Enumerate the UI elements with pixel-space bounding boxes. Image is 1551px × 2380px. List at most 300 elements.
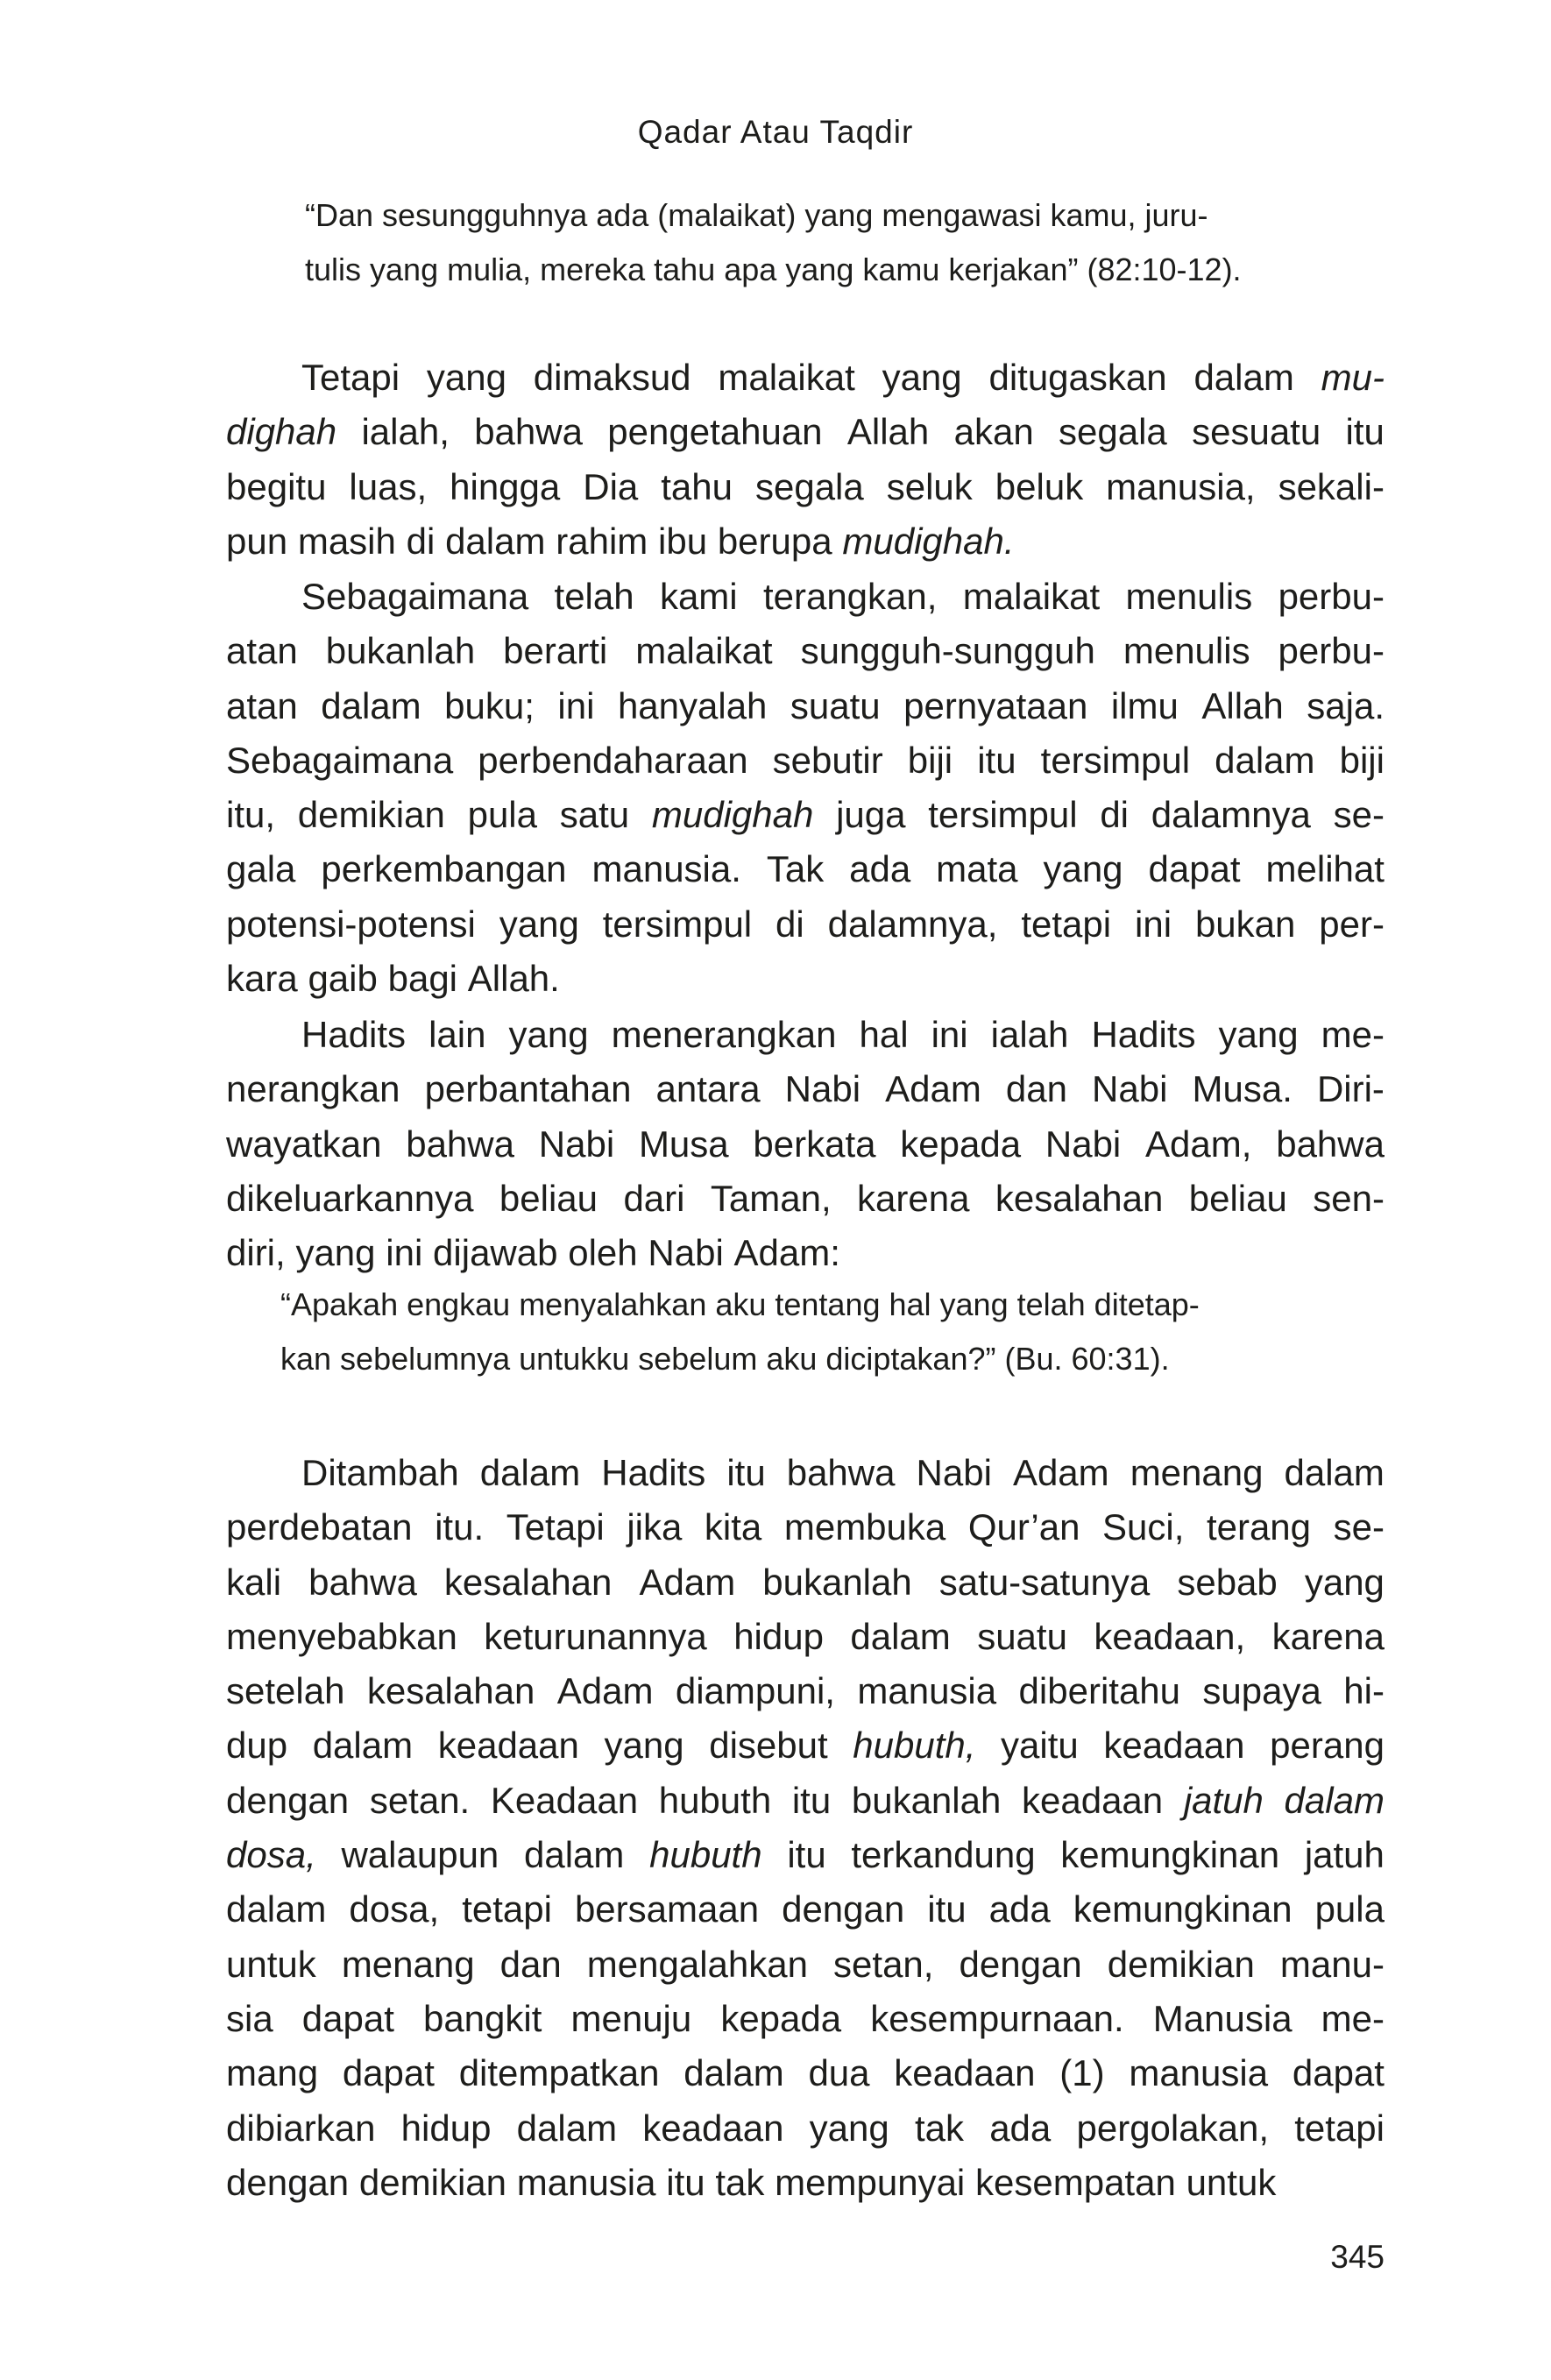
word: dalam: [479, 1452, 581, 1493]
word: oleh: [568, 1232, 638, 1274]
word: tahu: [661, 465, 733, 507]
paragraph-line: [226, 679, 1385, 733]
word: hanyalah: [617, 684, 768, 726]
word: keadaan: [437, 1725, 579, 1767]
word: Allah.: [467, 958, 560, 1000]
word: Qur’an: [967, 1506, 1080, 1548]
word: manusia: [857, 1670, 997, 1712]
word: menang: [1130, 1452, 1264, 1493]
paragraph-line: [226, 842, 1385, 896]
word: mudighah: [651, 794, 814, 836]
word: ada: [849, 848, 911, 890]
word: atan: [226, 684, 298, 726]
word: hi-: [1343, 1670, 1385, 1712]
word: pergolakan,: [1076, 2107, 1269, 2149]
word: Diri-: [1316, 1068, 1385, 1110]
paragraph-line: [226, 405, 1385, 459]
word: Hadits: [1091, 1014, 1196, 1055]
word: malaikat: [718, 357, 855, 398]
paragraph-line: [226, 1172, 1385, 1226]
word: dengan: [959, 1943, 1082, 1985]
word: dengan: [226, 1779, 350, 1821]
paragraph-line: [226, 624, 1385, 678]
word: dijawab: [433, 1232, 558, 1274]
paragraph-line: [226, 514, 1385, 569]
word: dosa,: [349, 1888, 440, 1930]
word: manusia: [516, 2161, 656, 2203]
paragraph-line: [226, 1774, 1385, 1828]
word: dengan: [226, 2161, 350, 2203]
word: sia: [226, 1997, 273, 2039]
word: dalam: [1284, 1452, 1385, 1493]
word: yang: [499, 903, 579, 945]
word: perbu-: [1278, 576, 1385, 617]
word: dalam: [683, 2052, 784, 2094]
paragraph-line: [226, 1718, 1385, 1773]
word: setan.: [369, 1779, 471, 1821]
word: pernyataan: [903, 684, 1088, 726]
word: biji: [907, 739, 953, 781]
word: bahwa: [1276, 1123, 1385, 1165]
word: untuk: [1186, 2161, 1277, 2203]
word: pula: [1314, 1888, 1385, 1930]
word: Sebagaimana: [226, 739, 454, 781]
word: dapat: [1148, 848, 1241, 890]
word: Ditambah: [301, 1452, 459, 1493]
word: tetapi: [1021, 903, 1112, 945]
word: Nabi: [1045, 1123, 1122, 1165]
word: dalam: [1284, 1779, 1385, 1821]
word: setelah: [226, 1670, 345, 1712]
page-number: 345: [1330, 2239, 1385, 2275]
word: di: [1100, 794, 1130, 836]
word: saja.: [1307, 684, 1385, 726]
paragraph-line: [226, 1555, 1385, 1610]
word: pula: [467, 794, 537, 836]
word: menang: [341, 1943, 475, 1985]
word: me-: [1321, 1014, 1385, 1055]
quote-line: kan sebelumnya untukku sebelum aku diciptakan?” (Bu. 60:31).: [280, 1341, 1170, 1377]
word: dalam: [445, 520, 546, 562]
paragraph-line: [226, 351, 1385, 405]
word: luas,: [349, 465, 428, 507]
word: dalamnya: [1151, 794, 1311, 836]
word: diri,: [226, 1232, 286, 1274]
quote-block-hadith: [280, 1278, 1385, 1386]
paragraph-line: [226, 2156, 1385, 2210]
word: dighah: [226, 411, 337, 453]
paragraph-line: [226, 788, 1385, 842]
word: dup: [226, 1725, 288, 1767]
word: terang: [1206, 1506, 1312, 1548]
word: seluk: [886, 465, 973, 507]
word: ini: [931, 1014, 968, 1055]
word: yang: [809, 2107, 889, 2149]
word: dibiarkan: [226, 2107, 376, 2149]
word: keturunannya: [484, 1615, 707, 1657]
word: tak: [914, 2107, 964, 2149]
word: dimaksud: [533, 357, 691, 398]
word: perang: [1270, 1725, 1385, 1767]
word: tak: [715, 2161, 765, 2203]
paragraph-line: [226, 1664, 1385, 1718]
word: Adam:: [733, 1232, 840, 1274]
word: berupa: [717, 520, 832, 562]
paragraph-line: [226, 733, 1385, 788]
word: dapat: [1292, 2052, 1385, 2094]
word: ini: [557, 684, 595, 726]
word: suatu: [790, 684, 881, 726]
word: juga: [836, 794, 906, 836]
word: Musa.: [1192, 1068, 1292, 1110]
word: manusia: [1129, 2052, 1269, 2094]
word: Allah: [846, 411, 930, 453]
word: melihat: [1265, 848, 1385, 890]
word: kita: [704, 1506, 762, 1548]
word: walaupun: [341, 1834, 499, 1876]
word: jika: [627, 1506, 683, 1548]
word: keadaan,: [1094, 1615, 1246, 1657]
word: Hadits: [301, 1014, 407, 1055]
word: bersamaan: [574, 1888, 760, 1930]
word: gaib: [308, 958, 378, 1000]
word: hingga: [450, 465, 561, 507]
word: dalam: [524, 1834, 625, 1876]
word: satu-satunya: [938, 1561, 1151, 1603]
word: Tak: [766, 848, 825, 890]
paragraph-line: [226, 1062, 1385, 1116]
word: bagi: [387, 958, 458, 1000]
word: ialah: [990, 1014, 1069, 1055]
word: dalam: [1193, 357, 1294, 398]
word: Nabi: [648, 1232, 724, 1274]
word: diampuni,: [675, 1670, 835, 1712]
paragraph-2: [226, 570, 1385, 1006]
paragraph-line: [226, 1117, 1385, 1172]
word: kemungkinan: [1060, 1834, 1280, 1876]
word: Manusia: [1152, 1997, 1292, 2039]
word: Adam: [1012, 1452, 1109, 1493]
word: dalam: [516, 2107, 618, 2149]
word: dosa,: [226, 1834, 316, 1876]
word: manu-: [1279, 1943, 1385, 1985]
word: hubuth: [658, 1779, 772, 1821]
word: yang: [604, 1725, 684, 1767]
word: mu-: [1321, 357, 1385, 398]
word: beliau: [1188, 1177, 1287, 1219]
word: yang: [1304, 1561, 1385, 1603]
word: masih: [297, 520, 396, 562]
word: bahwa: [406, 1123, 514, 1165]
word: telah: [554, 576, 634, 617]
word: hal: [859, 1014, 909, 1055]
word: kali: [226, 1561, 282, 1603]
word: Adam: [639, 1561, 736, 1603]
word: kepada: [720, 1997, 842, 2039]
paragraph-line: [226, 1882, 1385, 1937]
word: se-: [1333, 1506, 1385, 1548]
word: Nabi: [538, 1123, 615, 1165]
paragraph-3: [226, 1008, 1385, 1280]
word: Keadaan: [490, 1779, 639, 1821]
word: dengan: [782, 1888, 905, 1930]
word: mengalahkan: [586, 1943, 808, 1985]
word: Adam: [556, 1670, 654, 1712]
word: Allah: [1201, 684, 1284, 726]
word: diberitahu: [1018, 1670, 1181, 1712]
word: hidup: [733, 1615, 824, 1657]
word: Hadits: [601, 1452, 706, 1493]
word: buku;: [444, 684, 535, 726]
word: kesempatan: [975, 2161, 1176, 2203]
word: bangkit: [422, 1997, 542, 2039]
word: pengetahuan: [607, 411, 823, 453]
word: Dia: [583, 465, 639, 507]
word: kara: [226, 958, 298, 1000]
word: kesempurnaan.: [870, 1997, 1124, 2039]
word: mang: [226, 2052, 319, 2094]
word: perbantahan: [424, 1068, 632, 1110]
word: itu: [726, 1452, 766, 1493]
word: Musa: [638, 1123, 729, 1165]
word: ialah,: [361, 411, 450, 453]
word: perdebatan: [226, 1506, 413, 1548]
word: hidup: [400, 2107, 492, 2149]
word: me-: [1321, 1997, 1385, 2039]
word: dalam: [321, 684, 421, 726]
word: nerangkan: [226, 1068, 400, 1110]
paragraph-line: [226, 1937, 1385, 1992]
word: sen-: [1313, 1177, 1385, 1219]
word: dari: [623, 1177, 685, 1219]
word: ditempatkan: [458, 2052, 660, 2094]
word: yang: [1218, 1014, 1299, 1055]
word: menulis: [1123, 630, 1250, 672]
word: dapat: [342, 2052, 435, 2094]
word: menulis: [1125, 576, 1253, 617]
word: demikian: [297, 794, 445, 836]
word: bahwa: [786, 1452, 896, 1493]
quote-block-quran: [305, 188, 1356, 297]
word: ada: [989, 2107, 1052, 2149]
word: membuka: [783, 1506, 946, 1548]
word: disebut: [709, 1725, 828, 1767]
running-header: Qadar Atau Taqdir: [637, 114, 914, 150]
word: dalam: [312, 1725, 414, 1767]
paragraph-line: [226, 952, 1385, 1006]
word: kami: [659, 576, 738, 617]
word: itu: [666, 2161, 705, 2203]
word: potensi-potensi: [226, 903, 476, 945]
word: tersimpul: [602, 903, 753, 945]
word: gala: [226, 848, 296, 890]
word: berarti: [503, 630, 608, 672]
word: Sebagaimana: [301, 576, 529, 617]
word: (1): [1059, 2052, 1105, 2094]
word: hubuth,: [853, 1725, 976, 1767]
word: dapat: [301, 1997, 394, 2039]
word: manusia.: [591, 848, 741, 890]
word: Adam,: [1145, 1123, 1252, 1165]
paragraph-1: [226, 351, 1385, 569]
word: se-: [1333, 794, 1385, 836]
word: sungguh-sungguh: [800, 630, 1095, 672]
word: di: [406, 520, 436, 562]
word: tetapi: [1294, 2107, 1385, 2149]
word: keadaan: [1103, 1725, 1245, 1767]
word: segala: [754, 465, 864, 507]
word: pun: [226, 520, 288, 562]
word: supaya: [1202, 1670, 1321, 1712]
word: kesalahan: [366, 1670, 535, 1712]
word: begitu: [226, 465, 327, 507]
word: setan,: [833, 1943, 934, 1985]
word: dalamnya,: [827, 903, 998, 945]
paragraph-line: [226, 460, 1385, 514]
word: perkembangan: [321, 848, 567, 890]
word: Adam: [885, 1068, 981, 1110]
word: segala: [1059, 411, 1167, 453]
word: berkata: [753, 1123, 876, 1165]
word: sebab: [1177, 1561, 1278, 1603]
word: atan: [226, 630, 298, 672]
word: rahim: [556, 520, 648, 562]
word: keadaan: [1022, 1779, 1164, 1821]
paragraph-line: [226, 570, 1385, 624]
word: itu: [927, 1888, 967, 1930]
word: bahwa: [474, 411, 583, 453]
word: yang: [426, 357, 506, 398]
word: suatu: [977, 1615, 1067, 1657]
word: yang: [295, 1232, 376, 1274]
word: demikian: [358, 2161, 506, 2203]
paragraph-line: [226, 1226, 1385, 1280]
word: tersimpul: [928, 794, 1078, 836]
word: bahwa: [308, 1561, 417, 1603]
paragraph-line: [226, 1992, 1385, 2046]
word: ditugaskan: [988, 357, 1167, 398]
word: yaitu: [1001, 1725, 1079, 1767]
quote-line: tulis yang mulia, mereka tahu apa yang kamu kerjakan” (82:10-12).: [305, 251, 1242, 287]
word: itu: [977, 739, 1016, 781]
word: bukanlah: [851, 1779, 1002, 1821]
word: yang: [508, 1014, 589, 1055]
word: wayatkan: [226, 1123, 382, 1165]
word: terangkan,: [762, 576, 938, 617]
word: hubuth: [649, 1834, 762, 1876]
word: beliau: [499, 1177, 598, 1219]
quote-line: “Dan sesungguhnya ada (malaikat) yang mengawasi kamu, juru-: [305, 197, 1208, 233]
word: per-: [1319, 903, 1385, 945]
word: tetapi: [462, 1888, 552, 1930]
word: ini: [386, 1232, 423, 1274]
word: perbendaharaan: [478, 739, 748, 781]
word: kepada: [900, 1123, 1022, 1165]
word: biji: [1339, 739, 1385, 781]
word: sebutir: [772, 739, 883, 781]
word: ibu: [658, 520, 708, 562]
word: lain: [428, 1014, 486, 1055]
word: untuk: [226, 1943, 316, 1985]
paragraph-line: [226, 1500, 1385, 1555]
paragraph-line: [226, 1610, 1385, 1664]
word: ilmu: [1110, 684, 1179, 726]
word: dan: [499, 1943, 562, 1985]
word: kemungkinan: [1073, 1888, 1292, 1930]
word: keadaan: [642, 2107, 784, 2149]
word: terkandung: [851, 1834, 1036, 1876]
word: ini: [1135, 903, 1172, 945]
word: antara: [655, 1068, 761, 1110]
word: malaikat: [635, 630, 773, 672]
word: karena: [1271, 1615, 1385, 1657]
word: dan: [1005, 1068, 1067, 1110]
word: Nabi: [916, 1452, 992, 1493]
paragraph-4: [226, 1446, 1385, 2210]
word: ada: [988, 1888, 1051, 1930]
word: demikian: [1107, 1943, 1255, 1985]
word: kesalahan: [995, 1177, 1164, 1219]
word: itu: [791, 1779, 832, 1821]
word: mata: [936, 848, 1018, 890]
paragraph-line: [226, 1828, 1385, 1882]
word: menerangkan: [611, 1014, 837, 1055]
word: yang: [882, 357, 962, 398]
word: itu: [787, 1834, 826, 1876]
word: tersimpul: [1040, 739, 1191, 781]
word: dikeluarkannya: [226, 1177, 474, 1219]
word: mempunyai: [775, 2161, 966, 2203]
word: dalam: [850, 1615, 951, 1657]
word: Nabi: [1092, 1068, 1168, 1110]
word: menyebabkan: [226, 1615, 457, 1657]
word: yang: [1043, 848, 1123, 890]
word: dua: [808, 2052, 870, 2094]
word: keadaan: [894, 2052, 1036, 2094]
word: akan: [953, 411, 1034, 453]
word: bukanlah: [325, 630, 476, 672]
word: dalam: [226, 1888, 327, 1930]
word: bukanlah: [762, 1561, 912, 1603]
word: perbu-: [1278, 630, 1385, 672]
word: jatuh: [1304, 1834, 1385, 1876]
quote-line: “Apakah engkau menyalahkan aku tentang hal yang telah ditetap-: [280, 1286, 1200, 1322]
word: Nabi: [784, 1068, 861, 1110]
word: itu: [1345, 411, 1385, 453]
word: manusia,: [1106, 465, 1256, 507]
word: malaikat: [962, 576, 1101, 617]
word: jatuh: [1183, 1779, 1264, 1821]
paragraph-line: [226, 897, 1385, 952]
word: Tetapi: [301, 357, 400, 398]
word: sesuatu: [1192, 411, 1321, 453]
paragraph-line: [226, 2101, 1385, 2156]
word: dalam: [1215, 739, 1315, 781]
word: sekali-: [1278, 465, 1385, 507]
word: itu.: [435, 1506, 485, 1548]
word: Tetapi: [506, 1506, 605, 1548]
word: beluk: [995, 465, 1084, 507]
word: bukan: [1194, 903, 1296, 945]
paragraph-line: [226, 1008, 1385, 1062]
word: menuju: [570, 1997, 692, 2039]
paragraph-line: [226, 2046, 1385, 2100]
word: kesalahan: [443, 1561, 613, 1603]
paragraph-line: [226, 1446, 1385, 1500]
word: Taman,: [710, 1177, 832, 1219]
word: Suci,: [1102, 1506, 1185, 1548]
word: satu: [559, 794, 630, 836]
